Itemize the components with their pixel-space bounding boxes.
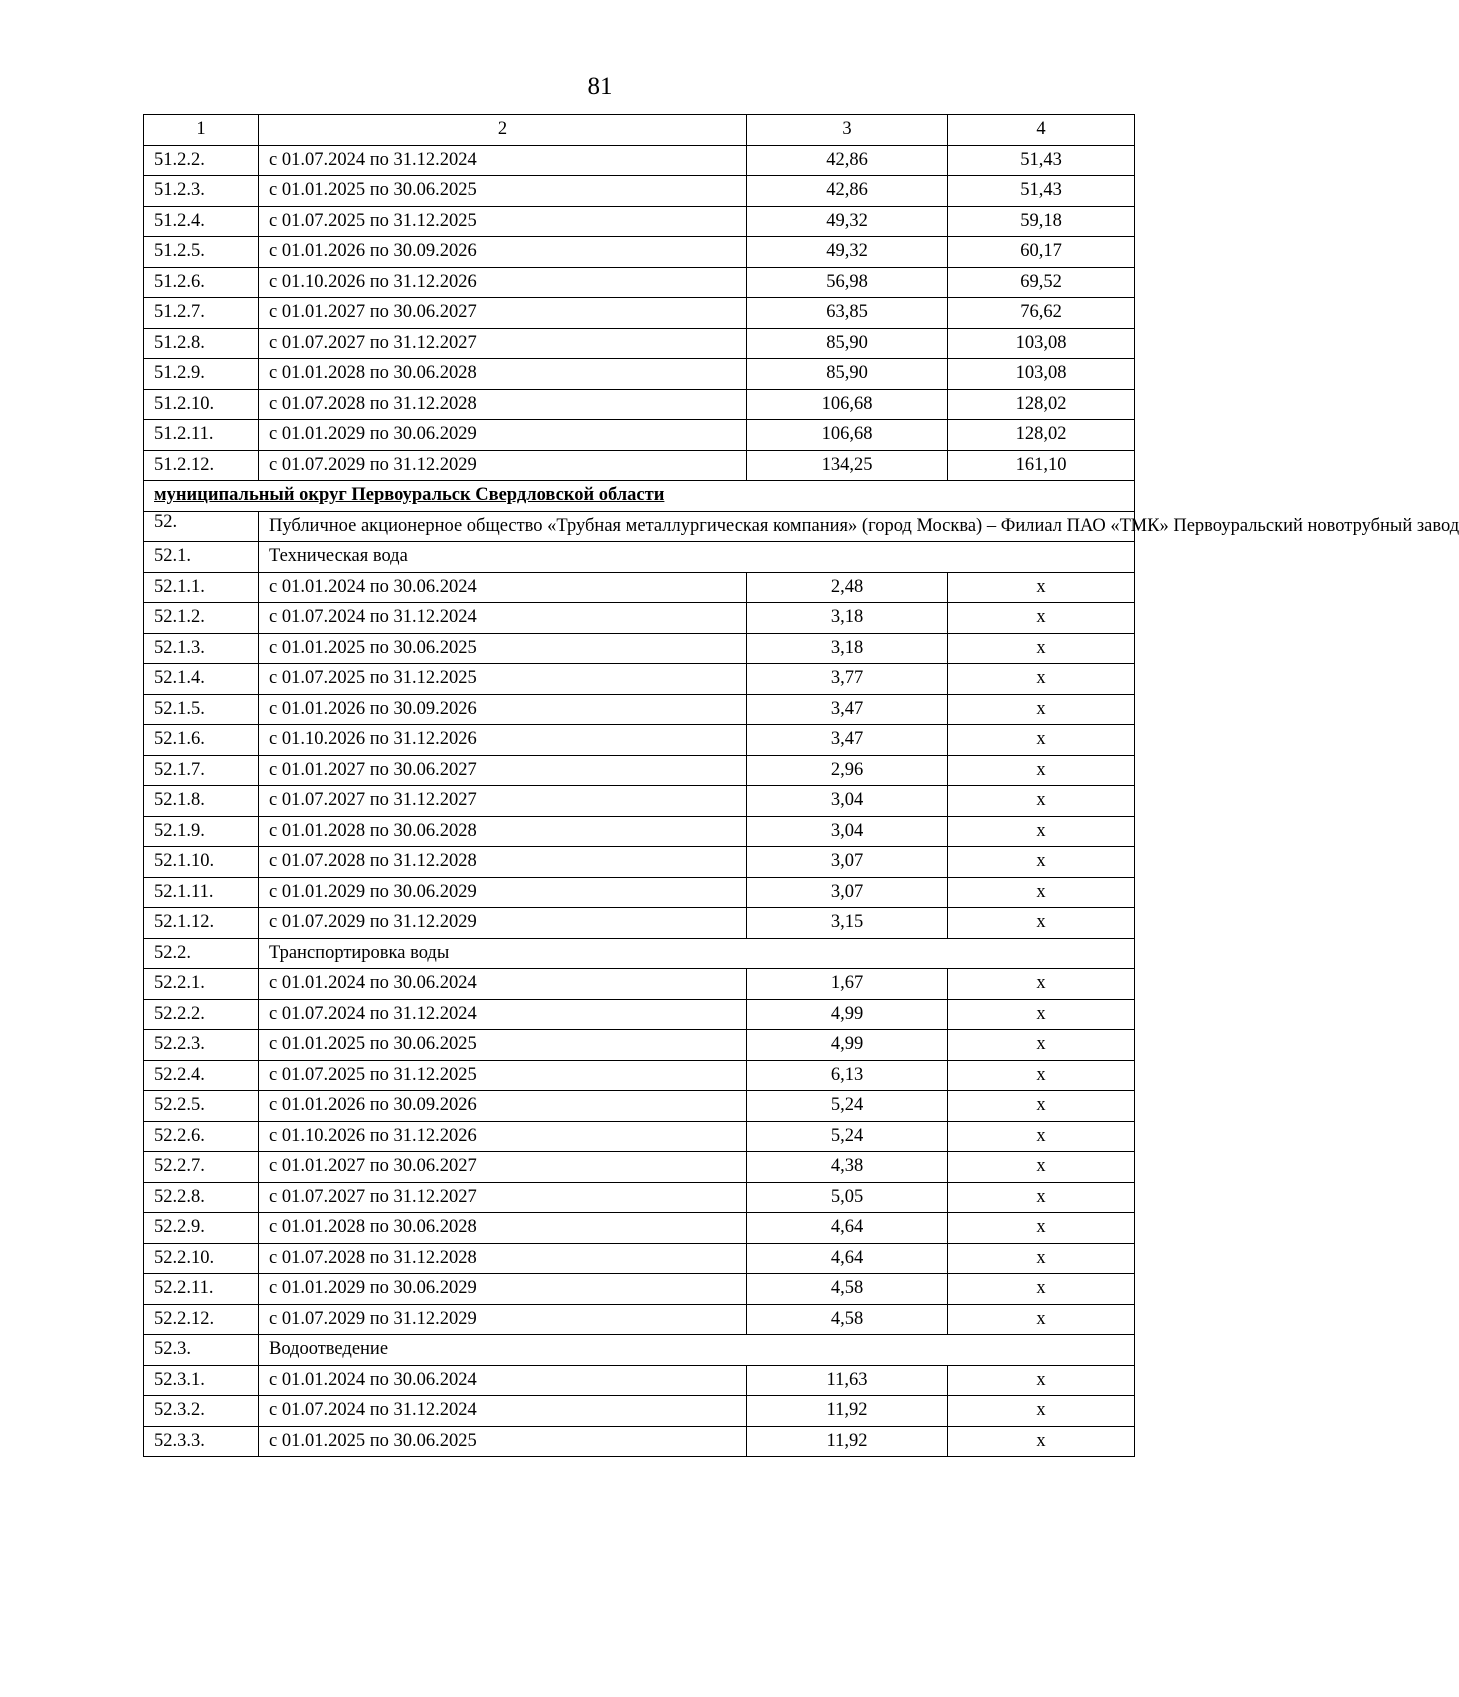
- row-number: 52.2.10.: [144, 1243, 259, 1274]
- table-row: [144, 1091, 1135, 1122]
- row-number: 52.2.4.: [144, 1060, 259, 1091]
- row-value-col4: х: [948, 755, 1135, 786]
- table-row: [144, 1213, 1135, 1244]
- row-period: с 01.07.2029 по 31.12.2029: [259, 1304, 747, 1335]
- row-number: 52.2.2.: [144, 999, 259, 1030]
- row-value-col3: 11,92: [747, 1426, 948, 1457]
- table-row: [144, 1243, 1135, 1274]
- row-number: 51.2.9.: [144, 359, 259, 390]
- row-value-col4: х: [948, 1091, 1135, 1122]
- row-value-col4: 51,43: [948, 176, 1135, 207]
- table-row: [144, 237, 1135, 268]
- row-number: 51.2.2.: [144, 145, 259, 176]
- row-period: с 01.01.2025 по 30.06.2025: [259, 176, 747, 207]
- table-row: [144, 969, 1135, 1000]
- table-row: [144, 1060, 1135, 1091]
- row-number: 52.1.7.: [144, 755, 259, 786]
- group-header-row: [144, 542, 1135, 573]
- row-period: с 01.01.2029 по 30.06.2029: [259, 877, 747, 908]
- table-row: [144, 389, 1135, 420]
- row-period: с 01.07.2025 по 31.12.2025: [259, 664, 747, 695]
- row-number: 52.3.1.: [144, 1365, 259, 1396]
- row-period: с 01.07.2028 по 31.12.2028: [259, 847, 747, 878]
- table-row: [144, 572, 1135, 603]
- row-number: 52.1.6.: [144, 725, 259, 756]
- row-number: 52.1.4.: [144, 664, 259, 695]
- row-number: 51.2.6.: [144, 267, 259, 298]
- row-number: 52.2.5.: [144, 1091, 259, 1122]
- row-period: с 01.01.2024 по 30.06.2024: [259, 1365, 747, 1396]
- organization-row: [144, 511, 1135, 542]
- row-value-col4: 128,02: [948, 389, 1135, 420]
- row-value-col4: х: [948, 1060, 1135, 1091]
- row-period: с 01.07.2024 по 31.12.2024: [259, 603, 747, 634]
- row-number: 51.2.7.: [144, 298, 259, 329]
- row-number: 52.2.12.: [144, 1304, 259, 1335]
- row-value-col3: 11,92: [747, 1396, 948, 1427]
- table-row: [144, 420, 1135, 451]
- organization-number: 52.: [144, 511, 259, 542]
- table-row: [144, 755, 1135, 786]
- row-period: с 01.01.2027 по 30.06.2027: [259, 755, 747, 786]
- row-value-col3: 42,86: [747, 145, 948, 176]
- row-value-col3: 106,68: [747, 389, 948, 420]
- table-row: [144, 1365, 1135, 1396]
- row-number: 51.2.4.: [144, 206, 259, 237]
- row-period: с 01.01.2025 по 30.06.2025: [259, 633, 747, 664]
- row-value-col3: 3,47: [747, 694, 948, 725]
- table-row: [144, 328, 1135, 359]
- row-period: с 01.01.2024 по 30.06.2024: [259, 572, 747, 603]
- row-value-col3: 3,07: [747, 847, 948, 878]
- row-value-col3: 134,25: [747, 450, 948, 481]
- table-row: [144, 267, 1135, 298]
- row-value-col4: х: [948, 908, 1135, 939]
- row-period: с 01.07.2029 по 31.12.2029: [259, 450, 747, 481]
- row-number: 52.2.3.: [144, 1030, 259, 1061]
- row-period: с 01.01.2025 по 30.06.2025: [259, 1426, 747, 1457]
- row-period: с 01.07.2025 по 31.12.2025: [259, 1060, 747, 1091]
- row-value-col3: 6,13: [747, 1060, 948, 1091]
- row-number: 52.1.2.: [144, 603, 259, 634]
- row-value-col4: х: [948, 1152, 1135, 1183]
- column-number-3: 3: [747, 115, 948, 146]
- table-row: [144, 908, 1135, 939]
- row-period: с 01.07.2025 по 31.12.2025: [259, 206, 747, 237]
- row-period: с 01.07.2024 по 31.12.2024: [259, 999, 747, 1030]
- row-value-col3: 3,47: [747, 725, 948, 756]
- row-value-col4: х: [948, 603, 1135, 634]
- row-value-col3: 42,86: [747, 176, 948, 207]
- table-row: [144, 1030, 1135, 1061]
- group-header-row: [144, 938, 1135, 969]
- row-value-col3: 3,07: [747, 877, 948, 908]
- row-value-col3: 56,98: [747, 267, 948, 298]
- row-period: с 01.01.2028 по 30.06.2028: [259, 359, 747, 390]
- row-value-col4: х: [948, 999, 1135, 1030]
- row-period: с 01.01.2024 по 30.06.2024: [259, 969, 747, 1000]
- group-number: 52.2.: [144, 938, 259, 969]
- section-row: [144, 481, 1135, 512]
- column-number-row: [144, 115, 1135, 146]
- row-period: с 01.07.2029 по 31.12.2029: [259, 908, 747, 939]
- row-value-col3: 49,32: [747, 237, 948, 268]
- table-row: [144, 847, 1135, 878]
- row-value-col4: х: [948, 969, 1135, 1000]
- row-value-col3: 5,24: [747, 1121, 948, 1152]
- column-number-1: 1: [144, 115, 259, 146]
- table-row: [144, 786, 1135, 817]
- row-period: с 01.07.2024 по 31.12.2024: [259, 1396, 747, 1427]
- row-value-col4: 103,08: [948, 328, 1135, 359]
- table-row: [144, 1426, 1135, 1457]
- column-number-4: 4: [948, 115, 1135, 146]
- row-value-col3: 4,64: [747, 1213, 948, 1244]
- row-value-col4: 51,43: [948, 145, 1135, 176]
- row-value-col3: 1,67: [747, 969, 948, 1000]
- row-period: с 01.01.2026 по 30.09.2026: [259, 237, 747, 268]
- row-value-col4: х: [948, 1304, 1135, 1335]
- row-number: 52.2.8.: [144, 1182, 259, 1213]
- row-value-col4: х: [948, 877, 1135, 908]
- row-value-col3: 49,32: [747, 206, 948, 237]
- row-period: с 01.10.2026 по 31.12.2026: [259, 725, 747, 756]
- row-value-col3: 3,04: [747, 816, 948, 847]
- row-value-col3: 3,18: [747, 603, 948, 634]
- row-value-col4: х: [948, 1365, 1135, 1396]
- row-number: 51.2.12.: [144, 450, 259, 481]
- row-number: 52.1.3.: [144, 633, 259, 664]
- row-number: 51.2.8.: [144, 328, 259, 359]
- row-value-col3: 106,68: [747, 420, 948, 451]
- tariff-table-body: [144, 115, 1459, 1457]
- row-number: 52.1.12.: [144, 908, 259, 939]
- table-row: [144, 1396, 1135, 1427]
- table-row: [144, 206, 1135, 237]
- row-value-col4: х: [948, 572, 1135, 603]
- row-value-col3: 3,77: [747, 664, 948, 695]
- table-row: [144, 1182, 1135, 1213]
- row-value-col4: х: [948, 1274, 1135, 1305]
- group-header-row: [144, 1335, 1135, 1366]
- table-row: [144, 999, 1135, 1030]
- row-value-col3: 4,99: [747, 999, 948, 1030]
- table-row: [144, 1304, 1135, 1335]
- table-row: [144, 725, 1135, 756]
- row-period: с 01.07.2027 по 31.12.2027: [259, 786, 747, 817]
- row-number: 52.2.9.: [144, 1213, 259, 1244]
- group-title: Водоотведение: [259, 1335, 1135, 1366]
- section-title: муниципальный округ Первоуральск Свердловской области: [144, 481, 1135, 512]
- row-number: 51.2.11.: [144, 420, 259, 451]
- row-number: 52.3.2.: [144, 1396, 259, 1427]
- row-value-col4: х: [948, 633, 1135, 664]
- row-period: с 01.01.2025 по 30.06.2025: [259, 1030, 747, 1061]
- row-period: с 01.07.2027 по 31.12.2027: [259, 1182, 747, 1213]
- row-value-col4: 59,18: [948, 206, 1135, 237]
- table-row: [144, 1121, 1135, 1152]
- row-value-col4: 128,02: [948, 420, 1135, 451]
- column-number-2: 2: [259, 115, 747, 146]
- row-value-col3: 85,90: [747, 359, 948, 390]
- table-row: [144, 664, 1135, 695]
- row-value-col3: 4,58: [747, 1304, 948, 1335]
- row-period: с 01.10.2026 по 31.12.2026: [259, 267, 747, 298]
- group-number: 52.3.: [144, 1335, 259, 1366]
- row-number: 51.2.5.: [144, 237, 259, 268]
- row-period: с 01.10.2026 по 31.12.2026: [259, 1121, 747, 1152]
- table-row: [144, 633, 1135, 664]
- row-value-col4: х: [948, 1030, 1135, 1061]
- row-number: 52.3.3.: [144, 1426, 259, 1457]
- row-value-col3: 3,04: [747, 786, 948, 817]
- row-number: 52.2.1.: [144, 969, 259, 1000]
- row-period: с 01.01.2029 по 30.06.2029: [259, 1274, 747, 1305]
- row-period: с 01.01.2026 по 30.09.2026: [259, 1091, 747, 1122]
- row-value-col4: х: [948, 1121, 1135, 1152]
- group-title: Транспортировка воды: [259, 938, 1135, 969]
- row-period: с 01.07.2027 по 31.12.2027: [259, 328, 747, 359]
- row-value-col3: 63,85: [747, 298, 948, 329]
- table-row: [144, 359, 1135, 390]
- row-number: 52.2.7.: [144, 1152, 259, 1183]
- row-value-col4: 69,52: [948, 267, 1135, 298]
- table-row: [144, 176, 1135, 207]
- row-value-col4: х: [948, 725, 1135, 756]
- table-row: [144, 603, 1135, 634]
- row-number: 51.2.3.: [144, 176, 259, 207]
- row-number: 52.1.9.: [144, 816, 259, 847]
- group-number: 52.1.: [144, 542, 259, 573]
- table-row: [144, 145, 1135, 176]
- row-value-col4: х: [948, 847, 1135, 878]
- row-number: 52.1.11.: [144, 877, 259, 908]
- row-value-col3: 4,58: [747, 1274, 948, 1305]
- table-row: [144, 450, 1135, 481]
- row-number: 52.2.6.: [144, 1121, 259, 1152]
- row-number: 52.1.5.: [144, 694, 259, 725]
- table-row: [144, 298, 1135, 329]
- row-period: с 01.01.2027 по 30.06.2027: [259, 298, 747, 329]
- row-number: 52.1.10.: [144, 847, 259, 878]
- row-period: с 01.01.2028 по 30.06.2028: [259, 816, 747, 847]
- row-value-col4: 76,62: [948, 298, 1135, 329]
- table-row: [144, 877, 1135, 908]
- row-period: с 01.07.2028 по 31.12.2028: [259, 389, 747, 420]
- row-period: с 01.07.2028 по 31.12.2028: [259, 1243, 747, 1274]
- row-value-col3: 2,96: [747, 755, 948, 786]
- row-number: 51.2.10.: [144, 389, 259, 420]
- organization-name: Публичное акционерное общество «Трубная металлургическая компания» (город Москва) – Филиал ПАО «ТМК» Первоуральский новотрубный завод: [259, 511, 1135, 542]
- row-value-col4: х: [948, 816, 1135, 847]
- row-value-col3: 4,99: [747, 1030, 948, 1061]
- row-value-col3: 4,64: [747, 1243, 948, 1274]
- group-title: Техническая вода: [259, 542, 1135, 573]
- page-number: 81: [587, 73, 613, 100]
- row-number: 52.1.8.: [144, 786, 259, 817]
- row-period: с 01.01.2029 по 30.06.2029: [259, 420, 747, 451]
- row-value-col3: 85,90: [747, 328, 948, 359]
- row-value-col4: х: [948, 1243, 1135, 1274]
- row-value-col4: 103,08: [948, 359, 1135, 390]
- row-period: с 01.01.2026 по 30.09.2026: [259, 694, 747, 725]
- row-period: с 01.07.2024 по 31.12.2024: [259, 145, 747, 176]
- row-value-col3: 5,24: [747, 1091, 948, 1122]
- table-row: [144, 1274, 1135, 1305]
- row-period: с 01.01.2028 по 30.06.2028: [259, 1213, 747, 1244]
- row-value-col4: х: [948, 1396, 1135, 1427]
- tariff-table: [143, 114, 1459, 1457]
- row-value-col3: 11,63: [747, 1365, 948, 1396]
- table-row: [144, 1152, 1135, 1183]
- table-row: [144, 694, 1135, 725]
- table-row: [144, 816, 1135, 847]
- row-value-col4: х: [948, 664, 1135, 695]
- row-period: с 01.01.2027 по 30.06.2027: [259, 1152, 747, 1183]
- row-value-col3: 2,48: [747, 572, 948, 603]
- row-value-col4: 60,17: [948, 237, 1135, 268]
- row-value-col3: 3,15: [747, 908, 948, 939]
- row-number: 52.2.11.: [144, 1274, 259, 1305]
- row-value-col4: х: [948, 786, 1135, 817]
- row-value-col4: х: [948, 694, 1135, 725]
- row-value-col3: 4,38: [747, 1152, 948, 1183]
- row-value-col4: 161,10: [948, 450, 1135, 481]
- row-value-col4: х: [948, 1213, 1135, 1244]
- row-value-col3: 3,18: [747, 633, 948, 664]
- row-value-col3: 5,05: [747, 1182, 948, 1213]
- row-value-col4: х: [948, 1182, 1135, 1213]
- row-number: 52.1.1.: [144, 572, 259, 603]
- row-value-col4: х: [948, 1426, 1135, 1457]
